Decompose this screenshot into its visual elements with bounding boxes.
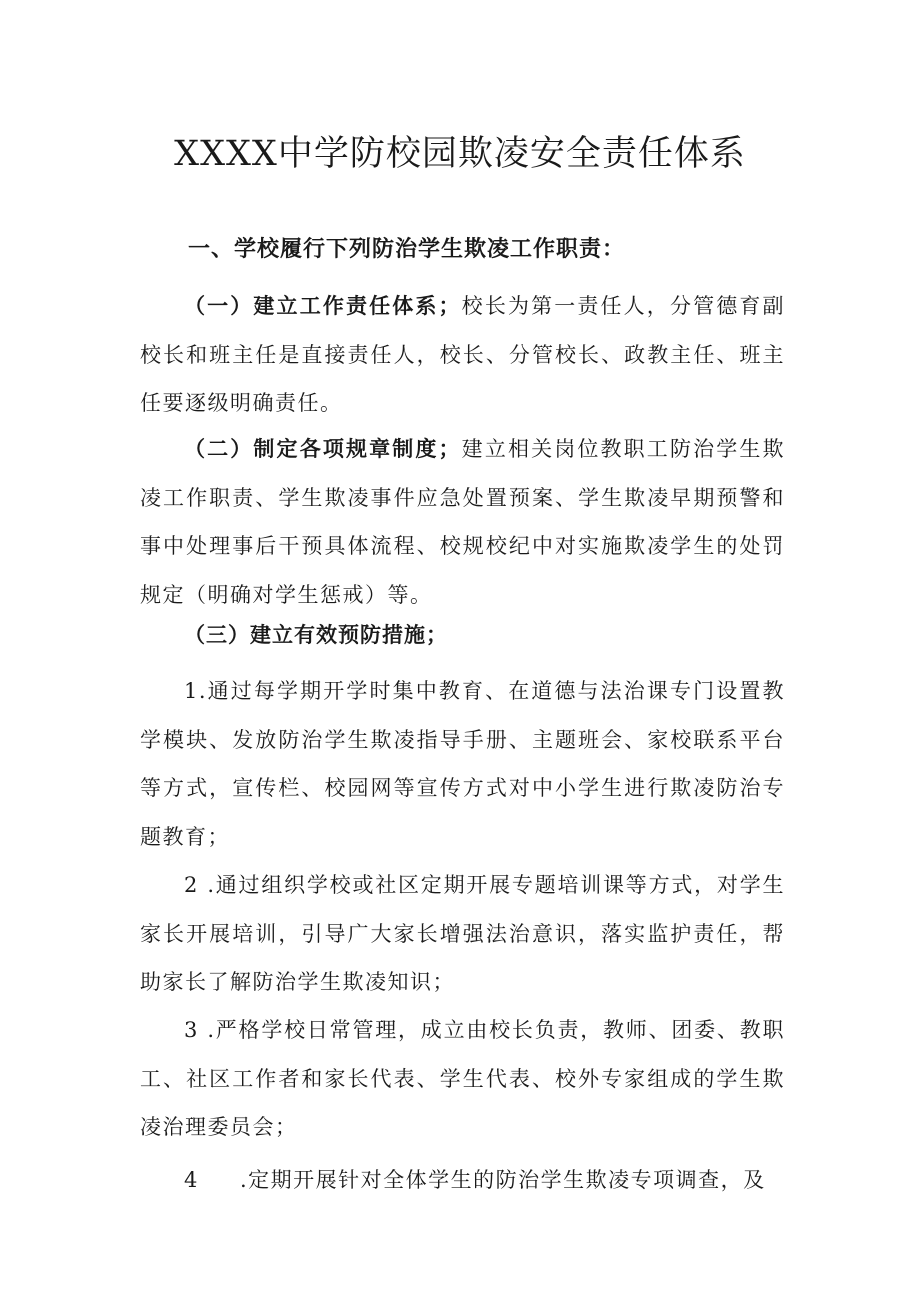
paragraph-item-2 [140,425,785,619]
item-1-text: 校长为第一责任人，分管德育副校长和班主任是直接责任人，校长、分管校长、政教主任、班主任要逐级明确责任。 [140,294,786,415]
measure-3: 3 .严格学校日常管理，成立由校长负责，教师、团委、教职工、社区工作者和家长代表、学生代表、校外专家组成的学生欺凌治理委员会； [140,1018,785,1139]
measure-4 [184,1164,784,1194]
paragraph-item-1 [140,282,785,428]
document-title: XXXX中学防校园欺凌安全责任体系 [174,134,746,174]
item-2-lead: （二）制定各项规章制度； [184,437,462,461]
section-heading: 一、学校履行下列防治学生欺凌工作职责： [188,237,626,262]
item-1-lead: （一）建立工作责任体系； [184,294,462,318]
measure-2: 2 .通过组织学校或社区定期开展专题培训课等方式，对学生家长开展培训，引导广大家长增强法治意识，落实监护责任，帮助家长了解防治学生欺凌知识； [140,873,785,994]
measure-4-text: .定期开展针对全体学生的防治学生欺凌专项调查，及 [240,1168,766,1192]
item-3-heading: （三）建立有效预防措施； [184,623,448,647]
item-2-text: 建立相关岗位教职工防治学生欺凌工作职责、学生欺凌事件应急处置预案、学生欺凌早期预警和事中处理事后干预具体流程、校规校纪中对实施欺凌学生的处罚规定（明确对学生惩戒）等。 [140,437,786,607]
measure-1: 1.通过每学期开学时集中教育、在道德与法治课专门设置教学模块、发放防治学生欺凌指导手册、主题班会、家校联系平台等方式，宣传栏、校园网等宣传方式对中小学生进行欺凌防治专题教育； [140,679,785,849]
measure-4-number: 4 [184,1168,199,1192]
